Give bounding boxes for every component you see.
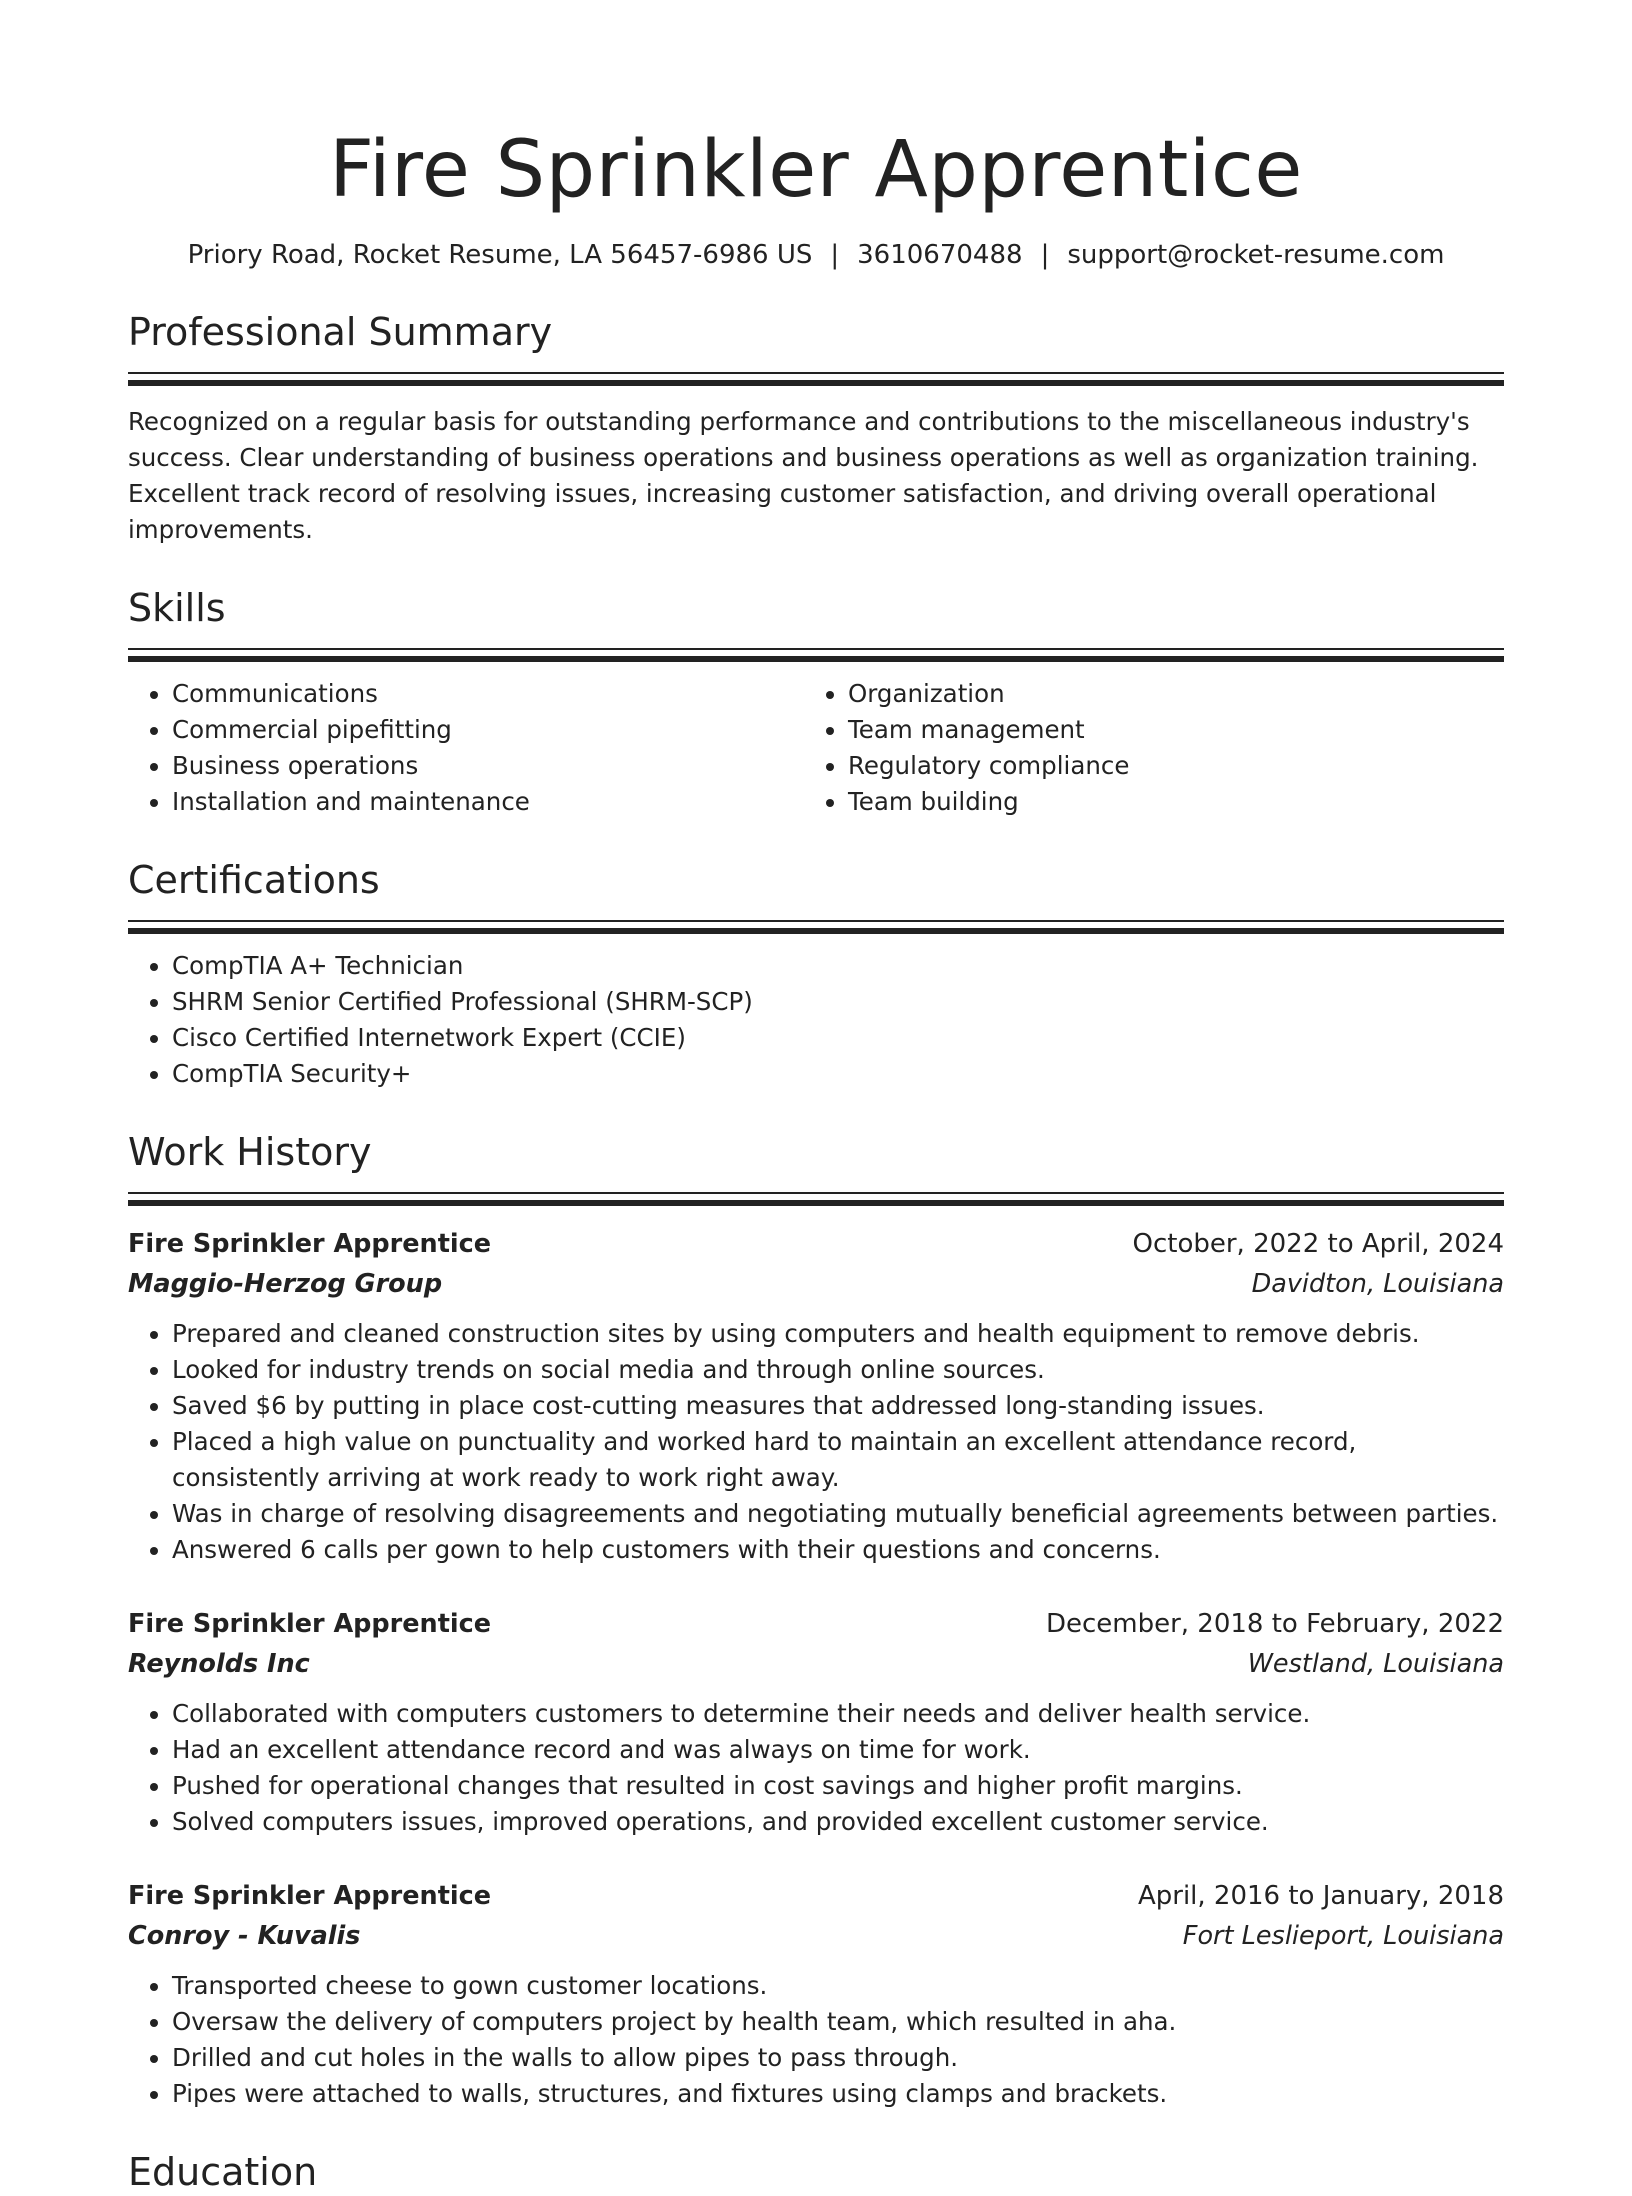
job-dates: October, 2022 to April, 2024 <box>1132 1229 1504 1259</box>
job-bullet: • Answered 6 calls per gown to help customers with their questions and concerns. <box>172 1532 1504 1568</box>
summary-section <box>128 308 1504 548</box>
education-section <box>128 2148 1504 2196</box>
job-bullet: • Pipes were attached to walls, structures, and fixtures using clamps and brackets. <box>172 2076 1504 2112</box>
section-title-education: Education <box>128 2150 318 2194</box>
skill-item: • Communications <box>172 676 804 712</box>
section-divider-thick <box>128 928 1504 934</box>
section-divider <box>128 372 1504 374</box>
job-title: Fire Sprinkler Apprentice <box>128 1609 492 1639</box>
work-history-section <box>128 1128 1504 2112</box>
skill-item: • Organization <box>848 676 1480 712</box>
job-bullet: • Drilled and cut holes in the walls to allow pipes to pass through. <box>172 2040 1504 2076</box>
job-title: Fire Sprinkler Apprentice <box>128 1229 492 1259</box>
section-divider <box>128 648 1504 650</box>
job-entry <box>128 1224 1504 1568</box>
certification-item: • CompTIA Security+ <box>172 1056 1504 1092</box>
skill-item: • Regulatory compliance <box>848 748 1480 784</box>
contact-email: support@rocket-resume.com <box>1067 240 1445 270</box>
job-title: Fire Sprinkler Apprentice <box>128 1881 492 1911</box>
contact-line <box>128 238 1504 272</box>
section-title-work-history: Work History <box>128 1130 372 1174</box>
section-divider <box>128 920 1504 922</box>
section-divider <box>128 1192 1504 1194</box>
skills-section <box>128 584 1504 820</box>
certifications-section <box>128 856 1504 1092</box>
contact-separator: | <box>1040 240 1050 270</box>
skills-list-left <box>128 676 804 820</box>
skills-columns <box>128 676 1504 820</box>
job-entry <box>128 1604 1504 1840</box>
job-bullet: • Oversaw the delivery of computers project by health team, which resulted in aha. <box>172 2004 1504 2040</box>
skills-list-right <box>804 676 1480 820</box>
job-company: Conroy - Kuvalis <box>128 1921 361 1951</box>
section-title-certifications: Certifications <box>128 858 380 902</box>
job-bullet: • Saved $6 by putting in place cost-cutting measures that addressed long-standing issues. <box>172 1388 1504 1424</box>
job-bullet: • Placed a high value on punctuality and worked hard to maintain an excellent attendance record, consistently arriving at work ready to work right away. <box>172 1424 1504 1496</box>
job-bullets <box>128 1696 1504 1840</box>
job-entry <box>128 1876 1504 2112</box>
job-company: Reynolds Inc <box>128 1649 310 1679</box>
job-bullet: • Solved computers issues, improved operations, and provided excellent customer service. <box>172 1804 1504 1840</box>
job-bullet: • Looked for industry trends on social media and through online sources. <box>172 1352 1504 1388</box>
section-divider-thick <box>128 656 1504 662</box>
section-divider-thick <box>128 380 1504 386</box>
resume-name: Fire Sprinkler Apprentice <box>329 125 1303 215</box>
section-title-skills: Skills <box>128 586 226 630</box>
skill-item: • Commercial pipefitting <box>172 712 804 748</box>
job-location: Davidton, Louisiana <box>1251 1269 1504 1299</box>
skill-item: • Business operations <box>172 748 804 784</box>
job-bullet: • Had an excellent attendance record and was always on time for work. <box>172 1732 1504 1768</box>
job-dates: April, 2016 to January, 2018 <box>1137 1881 1504 1911</box>
job-location: Westland, Louisiana <box>1247 1649 1504 1679</box>
job-bullet: • Was in charge of resolving disagreements and negotiating mutually beneficial agreements between parties. <box>172 1496 1504 1532</box>
contact-address: Priory Road, Rocket Resume, LA 56457-6986 US <box>187 240 813 270</box>
contact-phone: 3610670488 <box>857 240 1023 270</box>
section-title-summary: Professional Summary <box>128 310 553 354</box>
contact-separator: | <box>830 240 840 270</box>
skill-item: • Team building <box>848 784 1480 820</box>
job-bullet: • Prepared and cleaned construction sites by using computers and health equipment to remove debris. <box>172 1316 1504 1352</box>
job-bullet: • Transported cheese to gown customer locations. <box>172 1968 1504 2004</box>
job-bullets <box>128 1968 1504 2112</box>
job-location: Fort Leslieport, Louisiana <box>1182 1921 1504 1951</box>
job-dates: December, 2018 to February, 2022 <box>1045 1609 1504 1639</box>
resume-page <box>128 120 1504 2196</box>
skill-item: • Team management <box>848 712 1480 748</box>
job-company: Maggio-Herzog Group <box>128 1269 443 1299</box>
certification-item: • SHRM Senior Certified Professional (SHRM-SCP) <box>172 984 1504 1020</box>
certification-item: • CompTIA A+ Technician <box>172 948 1504 984</box>
certifications-list <box>128 948 1504 1092</box>
summary-text: Recognized on a regular basis for outstanding performance and contributions to the miscellaneous industry's success. Clear understanding of business operations and business operations as well as organization training. Excellent track record of resolving issues, increasing customer satisfaction, and driving overall operational improvements. <box>128 407 1479 544</box>
skill-item: • Installation and maintenance <box>172 784 804 820</box>
job-bullet: • Collaborated with computers customers to determine their needs and deliver health service. <box>172 1696 1504 1732</box>
job-bullets <box>128 1316 1504 1568</box>
job-bullet: • Pushed for operational changes that resulted in cost savings and higher profit margins. <box>172 1768 1504 1804</box>
certification-item: • Cisco Certified Internetwork Expert (CCIE) <box>172 1020 1504 1056</box>
section-divider-thick <box>128 1200 1504 1206</box>
